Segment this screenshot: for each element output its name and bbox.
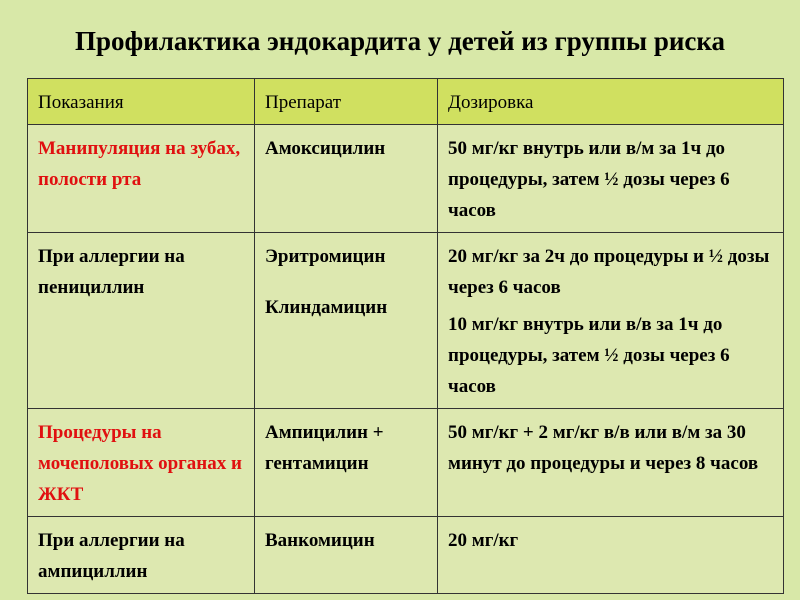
table-row [28,125,784,233]
row-indication: При аллергии на пенициллин [28,233,255,409]
header-indications: Показания [28,79,255,125]
header-drug: Препарат [255,79,438,125]
row-indication: При аллергии на ампициллин [28,517,255,594]
page-title: Профилактика эндокардита у детей из группы риска [74,26,726,56]
row-drug: Клиндамицин [265,297,388,318]
table-row [28,517,784,594]
row-indication: Манипуляция на зубах, полости рта [28,125,255,233]
table-row [28,233,784,409]
row-dose: 20 мг/кг за 2ч до процедуры и ½ дозы через 6 часов [448,246,770,298]
row-drug: Эритромицин [265,246,386,267]
prophylaxis-table [27,78,784,594]
row-dose-cell [438,233,784,409]
row-dose: 50 мг/кг + 2 мг/кг в/в или в/м за 30 минут до процедуры и через 8 часов [438,409,784,517]
row-drug: Амоксицилин [255,125,438,233]
row-dose: 10 мг/кг внутрь или в/в за 1ч до процедуры, затем ½ дозы через 6 часов [448,314,730,397]
table-header-row [28,79,784,125]
row-drug-cell [255,233,438,409]
row-drug: Ампицилин + гентамицин [255,409,438,517]
spacer [265,272,429,292]
header-dosage: Дозировка [438,79,784,125]
table-row [28,409,784,517]
row-dose: 20 мг/кг [438,517,784,594]
row-drug: Ванкомицин [255,517,438,594]
row-indication: Процедуры на мочеполовых органах и ЖКТ [28,409,255,517]
row-dose: 50 мг/кг внутрь или в/м за 1ч до процедуры, затем ½ дозы через 6 часов [438,125,784,233]
